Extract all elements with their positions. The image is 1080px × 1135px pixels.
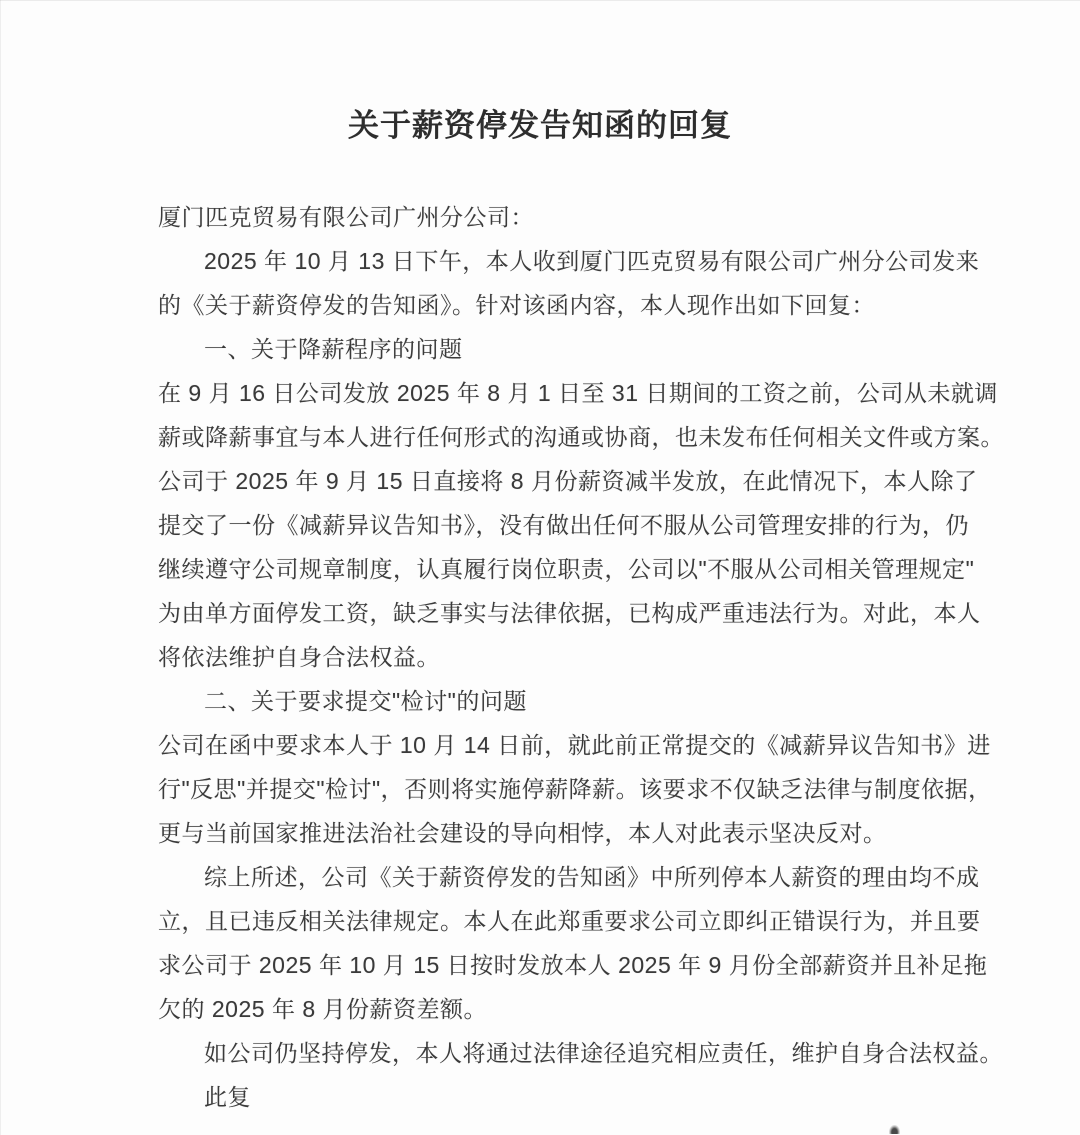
salutation-line: 厦门匹克贸易有限公司广州分公司：	[158, 204, 534, 230]
document-title: 关于薪资停发告知函的回复	[348, 108, 732, 143]
paragraph-line: 公司于 2025 年 9 月 15 日直接将 8 月份薪资减半发放，在此情况下，本人除了	[158, 468, 978, 494]
paragraph-line: 的《关于薪资停发的告知函》。针对该函内容，本人现作出如下回复：	[158, 292, 875, 318]
scan-edge-top	[0, 0, 1080, 1]
paragraph-line: 薪或降薪事宜与本人进行任何形式的沟通或协商，也未发布任何相关文件或方案。	[158, 424, 1004, 450]
paragraph-line: 为由单方面停发工资，缺乏事实与法律依据，已构成严重违法行为。对此，本人	[158, 600, 981, 626]
document-body	[158, 195, 1004, 1119]
paragraph-line: 欠的 2025 年 8 月份薪资差额。	[158, 996, 488, 1022]
paragraph-line: 提交了一份《减薪异议告知书》，没有做出任何不服从公司管理安排的行为，仍	[158, 512, 969, 538]
paragraph-line: 如公司仍坚持停发，本人将通过法律途径追究相应责任，维护自身合法权益。	[204, 1040, 1003, 1066]
paragraph-line: 公司在函中要求本人于 10 月 14 日前，就此前正常提交的《减薪异议告知书》进	[158, 732, 991, 758]
paragraph-line: 立，且已违反相关法律规定。本人在此郑重要求公司立即纠正错误行为，并且要	[158, 908, 981, 934]
paragraph-line: 继续遵守公司规章制度，认真履行岗位职责，公司以"不服从公司相关管理规定"	[158, 556, 975, 582]
section-heading-2: 二、关于要求提交"检讨"的问题	[204, 688, 527, 714]
paragraph-line: 2025 年 10 月 13 日下午，本人收到厦门匹克贸易有限公司广州分公司发来	[204, 248, 980, 274]
paragraph-line: 行"反思"并提交"检讨"，否则将实施停薪降薪。该要求不仅缺乏法律与制度依据，	[158, 776, 992, 802]
scan-edge-left	[0, 0, 1, 1135]
paragraph-line: 求公司于 2025 年 10 月 15 日按时发放本人 2025 年 9 月份全部薪资并且补足拖	[158, 952, 988, 978]
paragraph-line: 综上所述，公司《关于薪资停发的告知函》中所列停本人薪资的理由均不成	[204, 864, 980, 890]
closing-line: 此复	[204, 1084, 251, 1110]
paragraph-line: 更与当前国家推进法治社会建设的导向相悖，本人对此表示坚决反对。	[158, 820, 887, 846]
section-heading-1: 一、关于降薪程序的问题	[204, 336, 463, 362]
paragraph-line: 将依法维护自身合法权益。	[158, 644, 440, 670]
paragraph-line: 在 9 月 16 日公司发放 2025 年 8 月 1 日至 31 日期间的工资之前，公司从未就调	[158, 380, 998, 406]
cutoff-character-mark	[889, 1125, 900, 1134]
